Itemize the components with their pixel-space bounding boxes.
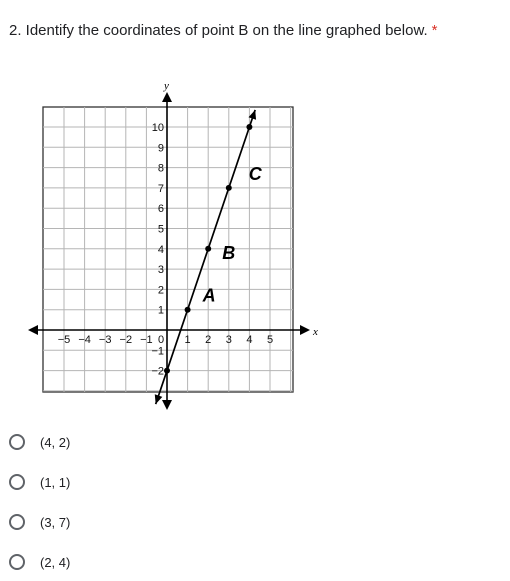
point-c bbox=[226, 185, 232, 191]
option-4[interactable] bbox=[9, 549, 209, 575]
option-label: (3, 7) bbox=[40, 514, 71, 530]
point-label-c: C bbox=[248, 163, 262, 184]
x-tick-label: 3 bbox=[225, 334, 232, 346]
y-tick-label: 8 bbox=[157, 162, 164, 175]
y-tick-label: 4 bbox=[157, 243, 164, 256]
x-tick-label: 2 bbox=[205, 334, 212, 346]
y-tick-label: 5 bbox=[157, 223, 164, 236]
y-tick-label: 2 bbox=[157, 284, 164, 297]
x-tick-label: −2 bbox=[119, 334, 133, 346]
y-tick-label: 3 bbox=[157, 264, 164, 277]
point-label-a: A bbox=[202, 285, 216, 306]
radio-button[interactable] bbox=[9, 434, 25, 450]
option-label: (1, 1) bbox=[40, 474, 71, 490]
line-arrow-down bbox=[155, 394, 163, 404]
x-tick-label: 4 bbox=[246, 334, 253, 346]
required-marker: * bbox=[431, 22, 438, 39]
plotted-point bbox=[246, 124, 252, 130]
y-tick-label: −2 bbox=[151, 365, 164, 378]
point-a bbox=[185, 307, 191, 313]
y-tick-label: 7 bbox=[157, 182, 164, 195]
y-axis-arrow-up bbox=[162, 92, 172, 102]
option-2[interactable] bbox=[9, 469, 209, 495]
option-label: (4, 2) bbox=[40, 434, 71, 450]
x-axis-label: x bbox=[313, 326, 318, 338]
y-tick-label: 10 bbox=[151, 122, 164, 134]
plotted-point bbox=[164, 368, 170, 374]
point-b bbox=[205, 246, 211, 252]
y-tick-label: 6 bbox=[157, 203, 164, 216]
question-text: 2. Identify the coordinates of point B on the line graphed below. bbox=[9, 22, 428, 39]
point-label-b: B bbox=[222, 242, 236, 263]
radio-button[interactable] bbox=[9, 514, 25, 530]
x-tick-label: 1 bbox=[184, 334, 191, 346]
y-axis-label: y bbox=[164, 80, 169, 92]
grid-border bbox=[43, 107, 293, 392]
x-tick-label: 5 bbox=[266, 334, 274, 346]
radio-button[interactable] bbox=[9, 474, 25, 490]
option-3[interactable] bbox=[9, 509, 209, 535]
x-tick-label: −4 bbox=[78, 334, 91, 346]
y-tick-label: 9 bbox=[157, 142, 164, 155]
origin-label: 0 bbox=[157, 334, 165, 346]
y-tick-label: 1 bbox=[157, 304, 164, 317]
x-tick-label: −3 bbox=[98, 334, 112, 346]
x-tick-label: −5 bbox=[57, 334, 71, 346]
x-tick-label: −1 bbox=[140, 334, 153, 346]
option-label: (2, 4) bbox=[40, 554, 71, 570]
x-axis-arrow-left bbox=[28, 325, 38, 335]
y-tick-label: −1 bbox=[151, 345, 164, 358]
y-axis-arrow-down bbox=[162, 400, 172, 410]
radio-button[interactable] bbox=[9, 554, 25, 570]
option-1[interactable] bbox=[9, 429, 209, 455]
x-axis-arrow-right bbox=[300, 325, 310, 335]
